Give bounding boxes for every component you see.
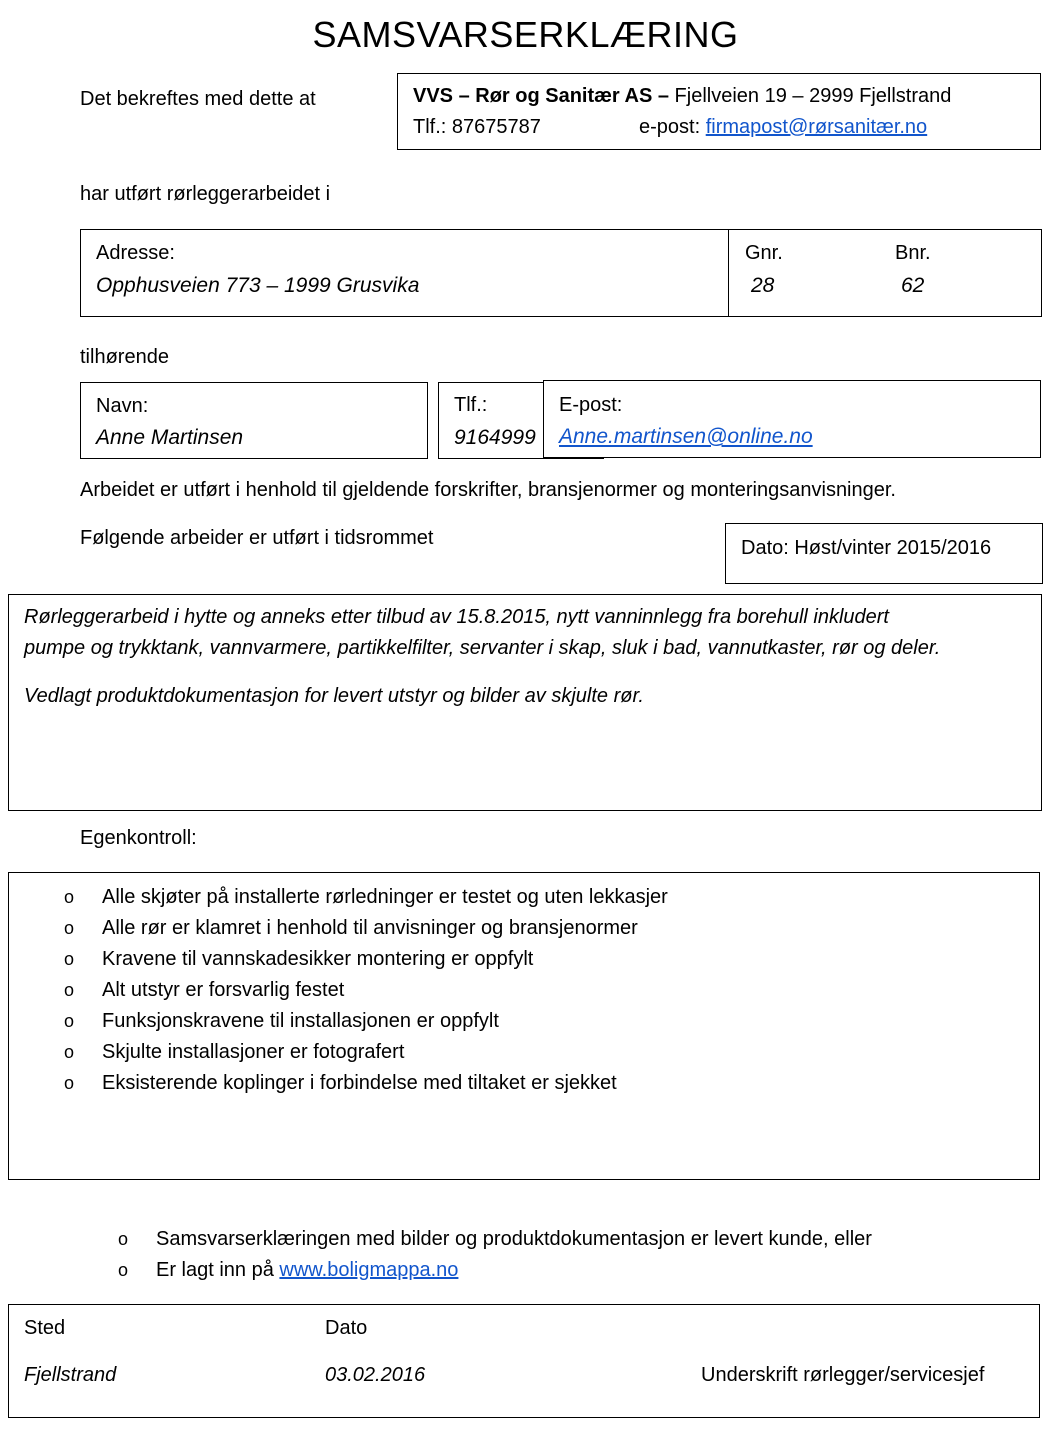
property-box	[80, 229, 1042, 317]
description-line-3: Vedlagt produktdokumentasjon for levert utstyr og bilder av skjulte rør.	[24, 685, 644, 707]
company-email-label: e-post:	[639, 116, 706, 138]
period-label: Følgende arbeider er utført i tidsrommet	[80, 527, 434, 549]
self-check-box	[8, 872, 1040, 1180]
list-item-text: Skjulte installasjoner er fotografert	[102, 1041, 405, 1063]
period-date: Dato: Høst/vinter 2015/2016	[741, 537, 992, 559]
company-address: Fjellveien 19 – 2999 Fjellstrand	[669, 85, 952, 107]
list-item-text: Samsvarserklæringen med bilder og produktdokumentasjon er levert kunde, eller	[156, 1228, 872, 1250]
intro-label: Det bekreftes med dette at	[80, 88, 316, 110]
company-name: VVS – Rør og Sanitær AS –	[413, 85, 669, 107]
belonging-label: tilhørende	[80, 346, 169, 368]
owner-name-value: Anne Martinsen	[96, 426, 244, 449]
delivery-prefix: Er lagt inn på	[156, 1259, 280, 1281]
company-email-line	[639, 116, 927, 139]
bullet-circle-icon: o	[64, 949, 75, 969]
signature-label: Underskrift rørlegger/servicesjef	[701, 1364, 985, 1386]
list-item-text: Kravene til vannskadesikker montering er oppfylt	[102, 948, 534, 970]
list-item-text: Alle skjøter på installerte rørledninger er testet og uten lekkasjer	[102, 886, 668, 908]
address-value: Opphusveien 773 – 1999 Grusvika	[96, 274, 420, 297]
bullet-circle-icon: o	[64, 1042, 75, 1062]
boligmappa-link[interactable]: www.boligmappa.no	[279, 1259, 459, 1281]
list-item-text	[156, 1255, 458, 1286]
description-box	[8, 594, 1042, 811]
date-value: 03.02.2016	[325, 1364, 426, 1386]
place-label: Sted	[24, 1317, 66, 1339]
page-title: SAMSVARSERKLÆRING	[312, 14, 739, 55]
bullet-circle-icon: o	[64, 887, 75, 907]
place-value: Fjellstrand	[24, 1364, 117, 1386]
bullet-circle-icon: o	[64, 980, 75, 1000]
bnr-label: Bnr.	[895, 242, 931, 264]
description-line-2: pumpe og trykktank, vannvarmere, partikkelfilter, servanter i skap, sluk i bad, vannutkaster, rør og deler.	[24, 637, 941, 659]
description-line-1: Rørleggerarbeid i hytte og anneks etter tilbud av 15.8.2015, nytt vanninnlegg fra borehull inkludert	[24, 606, 889, 628]
list-item-text: Alle rør er klamret i henhold til anvisninger og bransjenormer	[102, 917, 638, 939]
bullet-circle-icon: o	[64, 918, 75, 938]
period-date-box	[725, 523, 1043, 584]
owner-email-box	[543, 380, 1041, 458]
property-divider	[728, 230, 729, 316]
company-email-link[interactable]: firmapost@rørsanitær.no	[705, 116, 928, 138]
bullet-circle-icon: o	[118, 1229, 129, 1249]
owner-name-box	[80, 382, 428, 459]
owner-phone-value: 9164999	[454, 426, 536, 449]
bullet-circle-icon: o	[64, 1073, 75, 1093]
owner-email-link[interactable]: Anne.martinsen@online.no	[559, 425, 813, 448]
work-done-label: har utført rørleggerarbeidet i	[80, 183, 331, 205]
signature-box	[8, 1304, 1040, 1418]
list-item-text: Eksisterende koplinger i forbindelse med tiltaket er sjekket	[102, 1072, 617, 1094]
self-check-label: Egenkontroll:	[80, 827, 197, 849]
compliance-text: Arbeidet er utført i henhold til gjeldende forskrifter, bransjenormer og monteringsanvisninger.	[80, 479, 896, 501]
bnr-value: 62	[901, 274, 925, 297]
date-label: Dato	[325, 1317, 368, 1339]
bullet-circle-icon: o	[118, 1260, 129, 1280]
list-item-text: Funksjonskravene til installasjonen er oppfylt	[102, 1010, 499, 1032]
gnr-label: Gnr.	[745, 242, 783, 264]
company-line	[413, 85, 951, 108]
list-item-text: Alt utstyr er forsvarlig festet	[102, 979, 345, 1001]
owner-name-label: Navn:	[96, 395, 149, 417]
address-label: Adresse:	[96, 242, 175, 264]
bullet-circle-icon: o	[64, 1011, 75, 1031]
gnr-value: 28	[751, 274, 775, 297]
owner-phone-label: Tlf.:	[454, 394, 488, 416]
company-phone: Tlf.: 87675787	[413, 116, 541, 138]
owner-email-label: E-post:	[559, 394, 623, 416]
company-box	[397, 73, 1041, 150]
